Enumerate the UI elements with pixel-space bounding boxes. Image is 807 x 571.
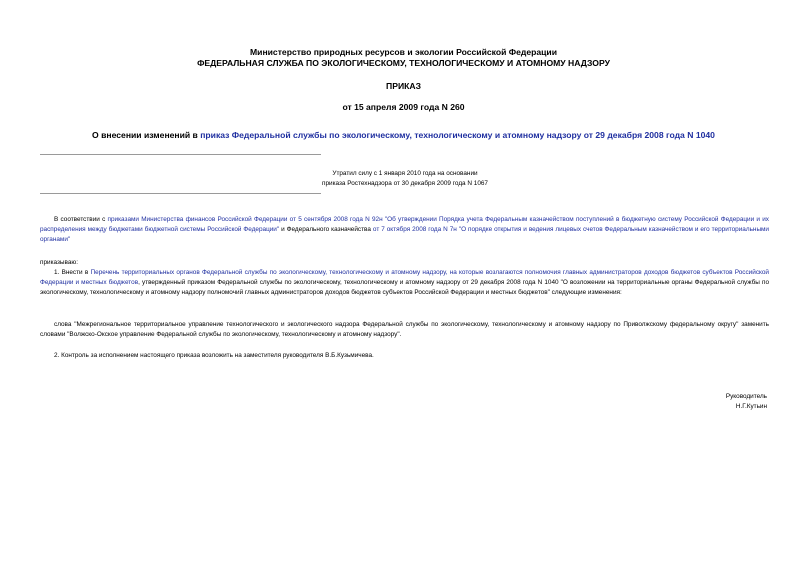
- divider-bottom: [40, 193, 321, 194]
- document-title: [30, 130, 777, 141]
- service-name: ФЕДЕРАЛЬНАЯ СЛУЖБА ПО ЭКОЛОГИЧЕСКОМУ, ТЕХНОЛОГИЧЕСКОМУ И АТОМНОМУ НАДЗОРУ: [197, 58, 610, 68]
- item-2-paragraph: 2. Контроль за исполнением настоящего приказа возложить на заместителя руководителя В.Б.Кузьмичева.: [54, 352, 374, 359]
- preamble-paragraph: [40, 215, 769, 245]
- item-1-text-3: следующие изменения:: [549, 289, 622, 296]
- item-1-paragraph: [40, 268, 769, 298]
- title-prefix: О внесении изменений в: [92, 130, 201, 140]
- signature-name: Н.Г.Кутьин: [735, 403, 767, 410]
- status-note-line1: Утратил силу с 1 января 2010 года на основании: [332, 170, 478, 177]
- ministry-name: Министерство природных ресурсов и экологии Российской Федерации: [250, 47, 557, 57]
- item-1-text-1: 1. Внести в: [54, 269, 91, 276]
- item-1-change-paragraph: слова "Межрегиональное территориальное управление технологического и экологического надзора Федеральной службы по экологическому, технологическому и атомному надзору по Приволжскому федеральному округу" заменить словами "Волжско-Окское управление Федеральной службы по экологическому, технологическому и атомному надзору".: [40, 321, 769, 338]
- treasury-order-link[interactable]: от 7 октября 2008 года N 7н "О порядке открытия и ведения лицевых счетов Федеральным казначейством и его территориальными органами": [40, 226, 769, 243]
- status-note-line2: приказа Ростехнадзора от 30 декабря 2009 года N 1067: [322, 180, 488, 187]
- title-link[interactable]: приказ Федеральной службы по экологическому, технологическому и атомному надзору от 29 декабря 2008 года N 1040: [200, 130, 715, 140]
- list-of-bodies-link[interactable]: Перечень территориальных органов Федеральной службы по экологическому, технологическому и атомному надзору, на которые возлагаются полномочия главных администраторов доходов бюджетов субъектов Российской Федерации и местных бюджетов: [40, 269, 770, 286]
- signature-position: Руководитель: [725, 393, 767, 400]
- minfin-order-link[interactable]: приказами Министерства финансов Российской Федерации от 5 сентября 2008 года N 92н "Об утверждении Порядка учета Федеральным казначейством поступлений в бюджетную систему Российской Федерации и их распределения между бюджетами бюджетной системы Российской Федерации": [40, 216, 770, 233]
- preamble-text-2: и Федерального казначейства: [279, 226, 373, 233]
- prikazyvayu-text: приказываю:: [40, 259, 78, 266]
- divider-top: [40, 154, 321, 155]
- document-date-number: от 15 апреля 2009 года N 260: [342, 102, 465, 112]
- document-type: ПРИКАЗ: [386, 81, 421, 91]
- preamble-text-1: В соответствии с: [54, 216, 108, 223]
- item-1-text-2: , утвержденный приказом Федеральной службы по экологическому, технологическому и атомному надзору от 29 декабря 2008 года N 1040 "О возложении на территориальные органы Федеральной службы по экологическому, технологическому и атомному надзору полномочий главных администраторов доходов бюджетов субъектов Российской Федерации и местных бюджетов": [40, 279, 769, 296]
